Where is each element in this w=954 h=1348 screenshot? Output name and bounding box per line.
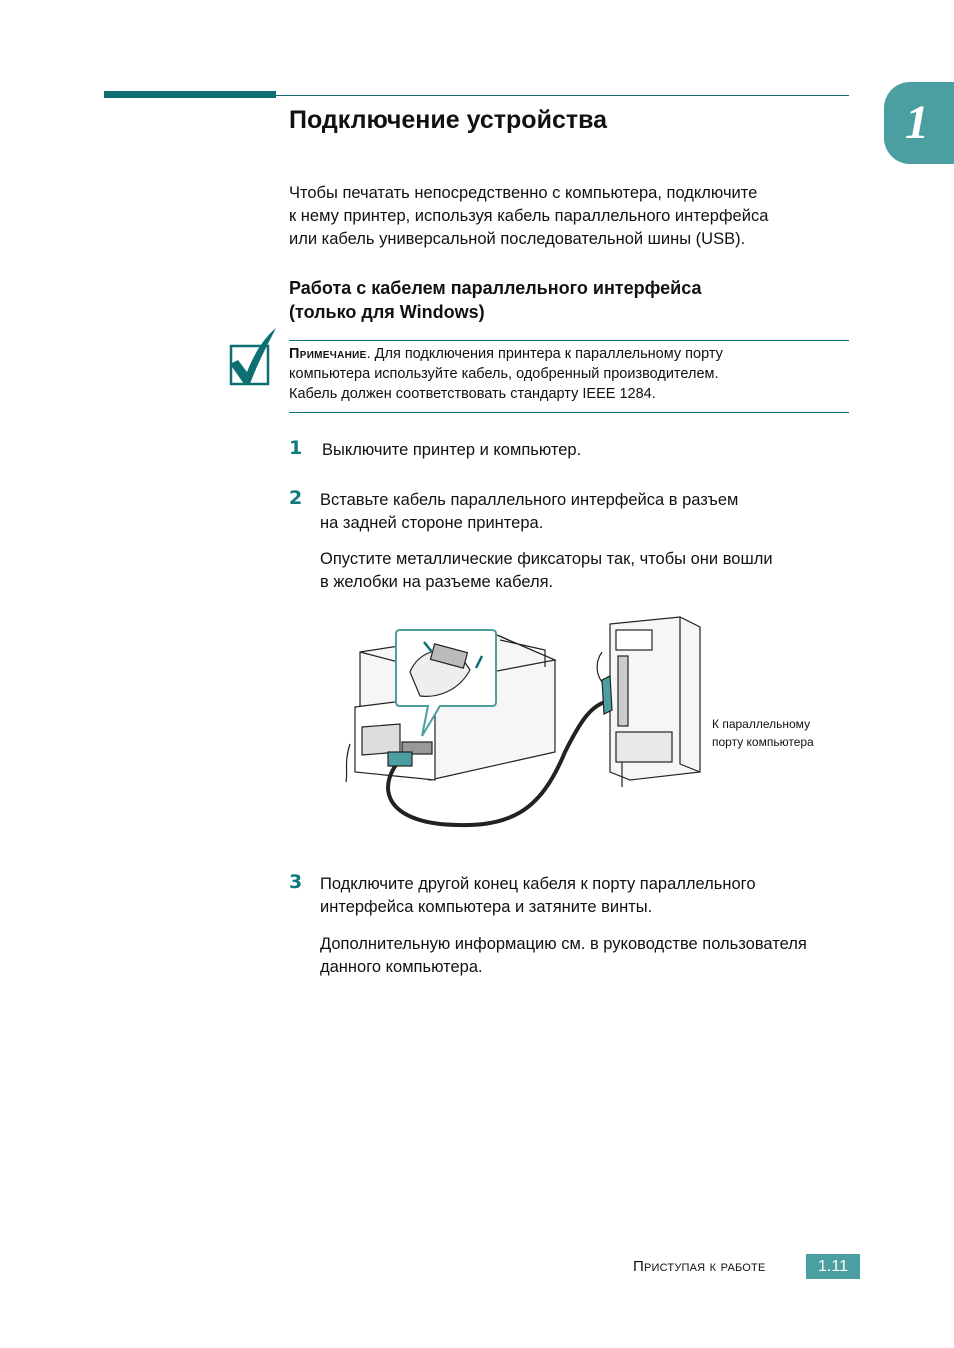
page-title: Подключение устройства bbox=[289, 106, 608, 134]
note-top-rule bbox=[289, 340, 849, 341]
step-extra bbox=[320, 548, 773, 594]
step-text bbox=[320, 873, 756, 919]
step-extra bbox=[320, 933, 807, 979]
step-line: данного компьютера. bbox=[320, 958, 483, 976]
subheading-line: Работа с кабелем параллельного интерфейса bbox=[289, 278, 702, 298]
chapter-tab: 1 bbox=[884, 82, 954, 164]
step-text: Выключите принтер и компьютер. bbox=[322, 441, 582, 459]
caption-line: К параллельному bbox=[712, 717, 811, 731]
note-text: . Для подключения принтера к параллельному порту bbox=[366, 346, 723, 362]
step-line: на задней стороне принтера. bbox=[320, 514, 544, 532]
step-line: Опустите металлические фиксаторы так, чтобы они вошли bbox=[320, 550, 773, 568]
subheading-line: (только для Windows) bbox=[289, 302, 485, 322]
section-subheading bbox=[289, 276, 701, 324]
step-line: в желобки на разъеме кабеля. bbox=[320, 573, 554, 591]
step-line: Подключите другой конец кабеля к порту параллельного bbox=[320, 875, 756, 893]
step-line: интерфейса компьютера и затяните винты. bbox=[320, 898, 653, 916]
step-line: Дополнительную информацию см. в руководстве пользователя bbox=[320, 935, 807, 953]
step-number: 1 bbox=[289, 437, 303, 459]
step-line: Вставьте кабель параллельного интерфейса в разъем bbox=[320, 491, 739, 509]
header-accent-bar bbox=[104, 91, 276, 98]
step-number: 3 bbox=[289, 871, 303, 893]
step-number: 2 bbox=[289, 487, 303, 509]
note-text: Кабель должен соответствовать стандарту IEEE 1284. bbox=[289, 386, 656, 402]
page-number-badge: 1.11 bbox=[806, 1254, 860, 1279]
step-text bbox=[320, 489, 738, 535]
note-box bbox=[289, 344, 849, 404]
intro-line: Чтобы печатать непосредственно с компьютера, подключите bbox=[289, 184, 758, 202]
intro-line: или кабель универсальной последовательной шины (USB). bbox=[289, 230, 746, 248]
connection-illustration bbox=[340, 612, 740, 832]
caption-line: порту компьютера bbox=[712, 735, 814, 749]
note-label: Примечание bbox=[289, 346, 367, 362]
intro-paragraph bbox=[289, 182, 849, 251]
figure-caption bbox=[712, 715, 814, 751]
footer-section-title: Приступая к работе bbox=[633, 1258, 766, 1275]
intro-line: к нему принтер, используя кабель параллельного интерфейса bbox=[289, 207, 769, 225]
note-bottom-rule bbox=[289, 412, 849, 413]
note-text: компьютера используйте кабель, одобренный производителем. bbox=[289, 366, 719, 382]
header-rule bbox=[276, 95, 849, 96]
checkmark-icon bbox=[228, 326, 278, 388]
